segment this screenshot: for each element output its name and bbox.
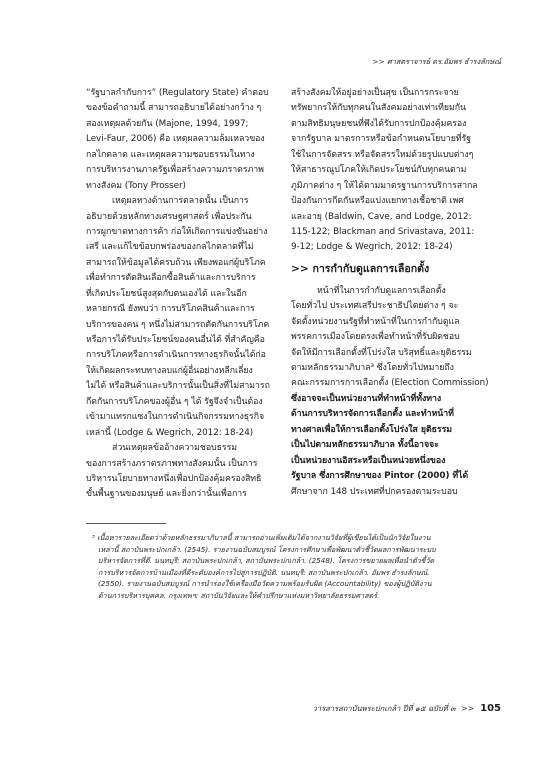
text-line: ศึกษาจาก 148 ประเทศที่ปกครองตามระบอบ — [291, 486, 458, 497]
text-line: การบริโภคหรือการดำเนินการทางธุรกิจนั้นได้ก่อ — [86, 350, 266, 361]
text-line: ตามหลักธรรมาภิบาล³ ซึ่งโดยทั่วไปหมายถึง — [291, 363, 454, 373]
text-line: สามารถให้ข้อมูลได้ครบถ้วน เพียงพอแก่ผู้บริโภค — [86, 257, 266, 268]
text-line: หรือการได้รับประโยชน์ของคนอื่นได้ ที่สำคัญคือ — [86, 335, 265, 345]
text-line: “รัฐบาลกำกับการ” (Regulatory State) คำตอบ — [86, 88, 269, 98]
text-line: ของการสร้างภราดรภาพทางสังคมนั้น เป็นการ — [86, 458, 258, 469]
right-column-bottom — [291, 284, 508, 500]
right-column — [291, 86, 508, 500]
page-number: 105 — [480, 703, 501, 714]
text-line: สองเหตุผลด้วยกัน (Majone, 1994, 1997; — [86, 118, 249, 129]
text-line: ป้องกันการกีดกันหรือแบ่งแยกทางเชื้อชาติ เพศ — [291, 196, 464, 207]
footnote — [86, 532, 516, 602]
page-footer — [313, 703, 501, 715]
text-line: สร้างสังคมให้อยู่อย่างเป็นสุข เป็นการกระจาย — [291, 88, 459, 98]
text-line: ภูมิภาคต่าง ๆ ให้ได้ตามมาตรฐานการบริการสากล — [291, 180, 478, 191]
text-line: ให้สาธารณูปโภคให้เกิดประโยชน์กับทุกคนตาม — [291, 165, 467, 176]
right-column-top — [291, 86, 508, 256]
text-line: เป็นหน่วยงานอิสระหรือเป็นหน่วยหนึ่งของ — [291, 455, 446, 466]
text-line: รัฐบาล ซึ่งการศึกษาของ Pintor (2000) ที่ได้ — [291, 471, 469, 482]
footnote-line: ³ เนื้อหารายละเอียดว่าด้วยหลักธรรมาภิบาลนี้ สามารถอ่านเพิ่มเติมได้จากงานวิจัยที่ผู้เขียนได้เป็นนักวิจัยในงาน — [92, 533, 431, 542]
text-line: ขั้นพื้นฐานของมนุษย์ และยิ่งกว่านั้นเพื่อการ — [86, 489, 247, 500]
footnote-line: เหล่านี้ สถาบันพระปกเกล้า. (2545). รายงานฉบับสมบูรณ์ โครงการศึกษาเพื่อพัฒนาตัวชี้วัดผลการพัฒนาระบบ — [98, 544, 436, 554]
text-line: เป็นไปตามหลักธรรมาภิบาล ทั้งนี้อาจจะ — [291, 440, 439, 451]
text-line: ไม่ได้ หรือสินค้าและบริการนั้นเป็นสิ่งที่ไม่สามารถ — [86, 381, 270, 392]
text-line: หลายกรณี ยังพบว่า การบริโภคสินค้าและการ — [86, 304, 255, 315]
text-line: จัดตั้งหน่วยงานรัฐที่ทำหน้าที่ในการกำกับดูแล — [291, 316, 460, 327]
footnote-line: บริหารจัดการที่ดี. นนทบุรี: สถาบันพระปกเกล้า, สถาบันพระปกเกล้า. (2548). โครงการขยายผลเพื่อนำตัวชี้วัด — [98, 556, 435, 566]
text-line: ซึ่งอาจจะเป็นหน่วยงานที่ทำหน้าที่ทั้งทาง — [291, 393, 442, 404]
running-head: >> ศาสตราจารย์ ดร.อัมพร ธำรงลักษณ์ — [372, 57, 501, 66]
text-line: ส่วนเหตุผลข้ออ้างความชอบธรรม — [112, 443, 238, 454]
text-line: คณะกรรมการการเลือกตั้ง (Election Commission) — [291, 378, 489, 389]
text-line: เสรี และแก้ไขข้อบกพร่องของกลไกตลาดที่ไม่ — [86, 242, 254, 253]
text-line: การบริหารงานภาครัฐเพื่อสร้างความภราดรภาพ — [86, 165, 264, 176]
text-line: ใช้ในการจัดสรร หรือจัดสรรใหม่ด้วยรูปแบบต่างๆ — [291, 149, 474, 160]
footer-journal-title: วารสารสถาบันพระปกเกล้า ปีที่ ๑๕ ฉบับที่ ๓ — [312, 704, 456, 713]
text-line: Levi-Faur, 2006) คือ เหตุผลความล้มเหลวของ — [86, 134, 265, 145]
text-line: เข้ามาแทรกแซงในการดำเนินกิจกรรมทางธุรกิจ — [86, 412, 265, 423]
text-line: การผูกขาดทางการค้า ก่อให้เกิดการแข่งขันอย่าง — [86, 226, 268, 237]
footnote-line: (2550). รายงานฉบับสมบูรณ์ การนำร่องใช้เครื่องมือวัดความพร้อมรับผิด (Accountability) ของผู้ปฏิบัติงาน — [98, 579, 432, 589]
text-line: จากรัฐบาล มาตรการหรือข้อกำหนดนโยบายที่รัฐ — [291, 134, 472, 145]
text-line: 9-12; Lodge & Wegrich, 2012: 18-24) — [291, 242, 453, 253]
text-line: ตามสิทธิมนุษยชนที่พึงได้รับการปกป้องคุ้มครอง — [291, 118, 467, 129]
text-line: เหตุผลทางด้านการตลาดนั้น เป็นการ — [112, 196, 249, 207]
text-line: พรรคการเมืองโดยตรงเพื่อทำหน้าที่รับผิดชอบ — [291, 332, 460, 343]
text-line: เหล่านี้ (Lodge & Wegrich, 2012: 18-24) — [86, 427, 254, 438]
left-column — [86, 86, 302, 503]
footnote-line: การบริหารจัดการบ้านเมืองที่ดีระดับองค์การไปสู่การปฏิบัติ. นนทบุรี: สถาบันพระปกเกล้า. อัมพร ธำรงลักษณ์. — [98, 567, 430, 577]
section-heading: >> การกำกับดูแลการเลือกตั้ง — [291, 262, 430, 275]
footnote-divider — [86, 523, 166, 524]
text-line: ให้เกิดผลกระทบทางลบแก่ผู้อื่นอย่างหลีกเลี่ยง — [86, 365, 253, 376]
text-line: ที่เกิดประโยชน์สูงสุดกับตนเองได้ และในอีก — [86, 288, 247, 299]
text-line: กีดกันการบริโภคของผู้อื่น ๆ ได้ รัฐจึงจำเป็นต้อง — [86, 396, 263, 407]
text-line: ทรัพยากรให้กับทุกคนในสังคมอย่างเท่าเทียมกัน — [291, 103, 466, 114]
footnote-line: ด้านการบริหารบุคคล. กรุงเทพฯ: สถาบันวิจัยและให้คำปรึกษาแห่งมหาวิทยาลัยธรรมศาสตร์. — [98, 590, 380, 600]
text-line: ทางศาลเพื่อให้การเลือกตั้งโปร่งใส ยุติธรรม — [291, 424, 453, 435]
text-line: 115-122; Blackman and Srivastava, 2011: — [291, 226, 475, 237]
text-line: โดยทั่วไป ประเทศเสรีประชาธิปไตยต่าง ๆ จะ — [291, 301, 459, 312]
text-line: ด้านการบริหารจัดการเลือกตั้ง และทำหน้าที่ — [291, 409, 454, 420]
text-line: บริหารนโยบายทางหนึ่งเพื่อปกป้องคุ้มครองสิทธิ — [86, 473, 262, 484]
text-line: อธิบายด้วยหลักทางเศรษฐศาสตร์ เพื่อประกัน — [86, 211, 252, 222]
text-line: ทางสังคม (Tony Prosser) — [86, 180, 186, 191]
text-line: ของข้อคำถามนี้ สามารถอธิบายได้อย่างกว้าง ๆ — [86, 103, 262, 114]
text-line: บริการของคน ๆ หนึ่งไม่สามารถตัดกันการบริโภค — [86, 319, 270, 330]
text-line: จัดให้มีการเลือกตั้งที่โปร่งใส บริสุทธิ์และยุติธรรม — [291, 347, 472, 358]
text-line: หน้าที่ในการกำกับดูแลการเลือกตั้ง — [317, 285, 446, 296]
text-line: กลไกตลาด และเหตุผลความชอบธรรมในทาง — [86, 149, 255, 160]
footer-chevron: >> — [461, 704, 475, 713]
text-line: เพื่อทำการตัดสินเลือกซื้อสินค้าและการบริการ — [86, 273, 256, 284]
text-line: และอายุ (Baldwin, Cave, and Lodge, 2012: — [291, 211, 472, 222]
